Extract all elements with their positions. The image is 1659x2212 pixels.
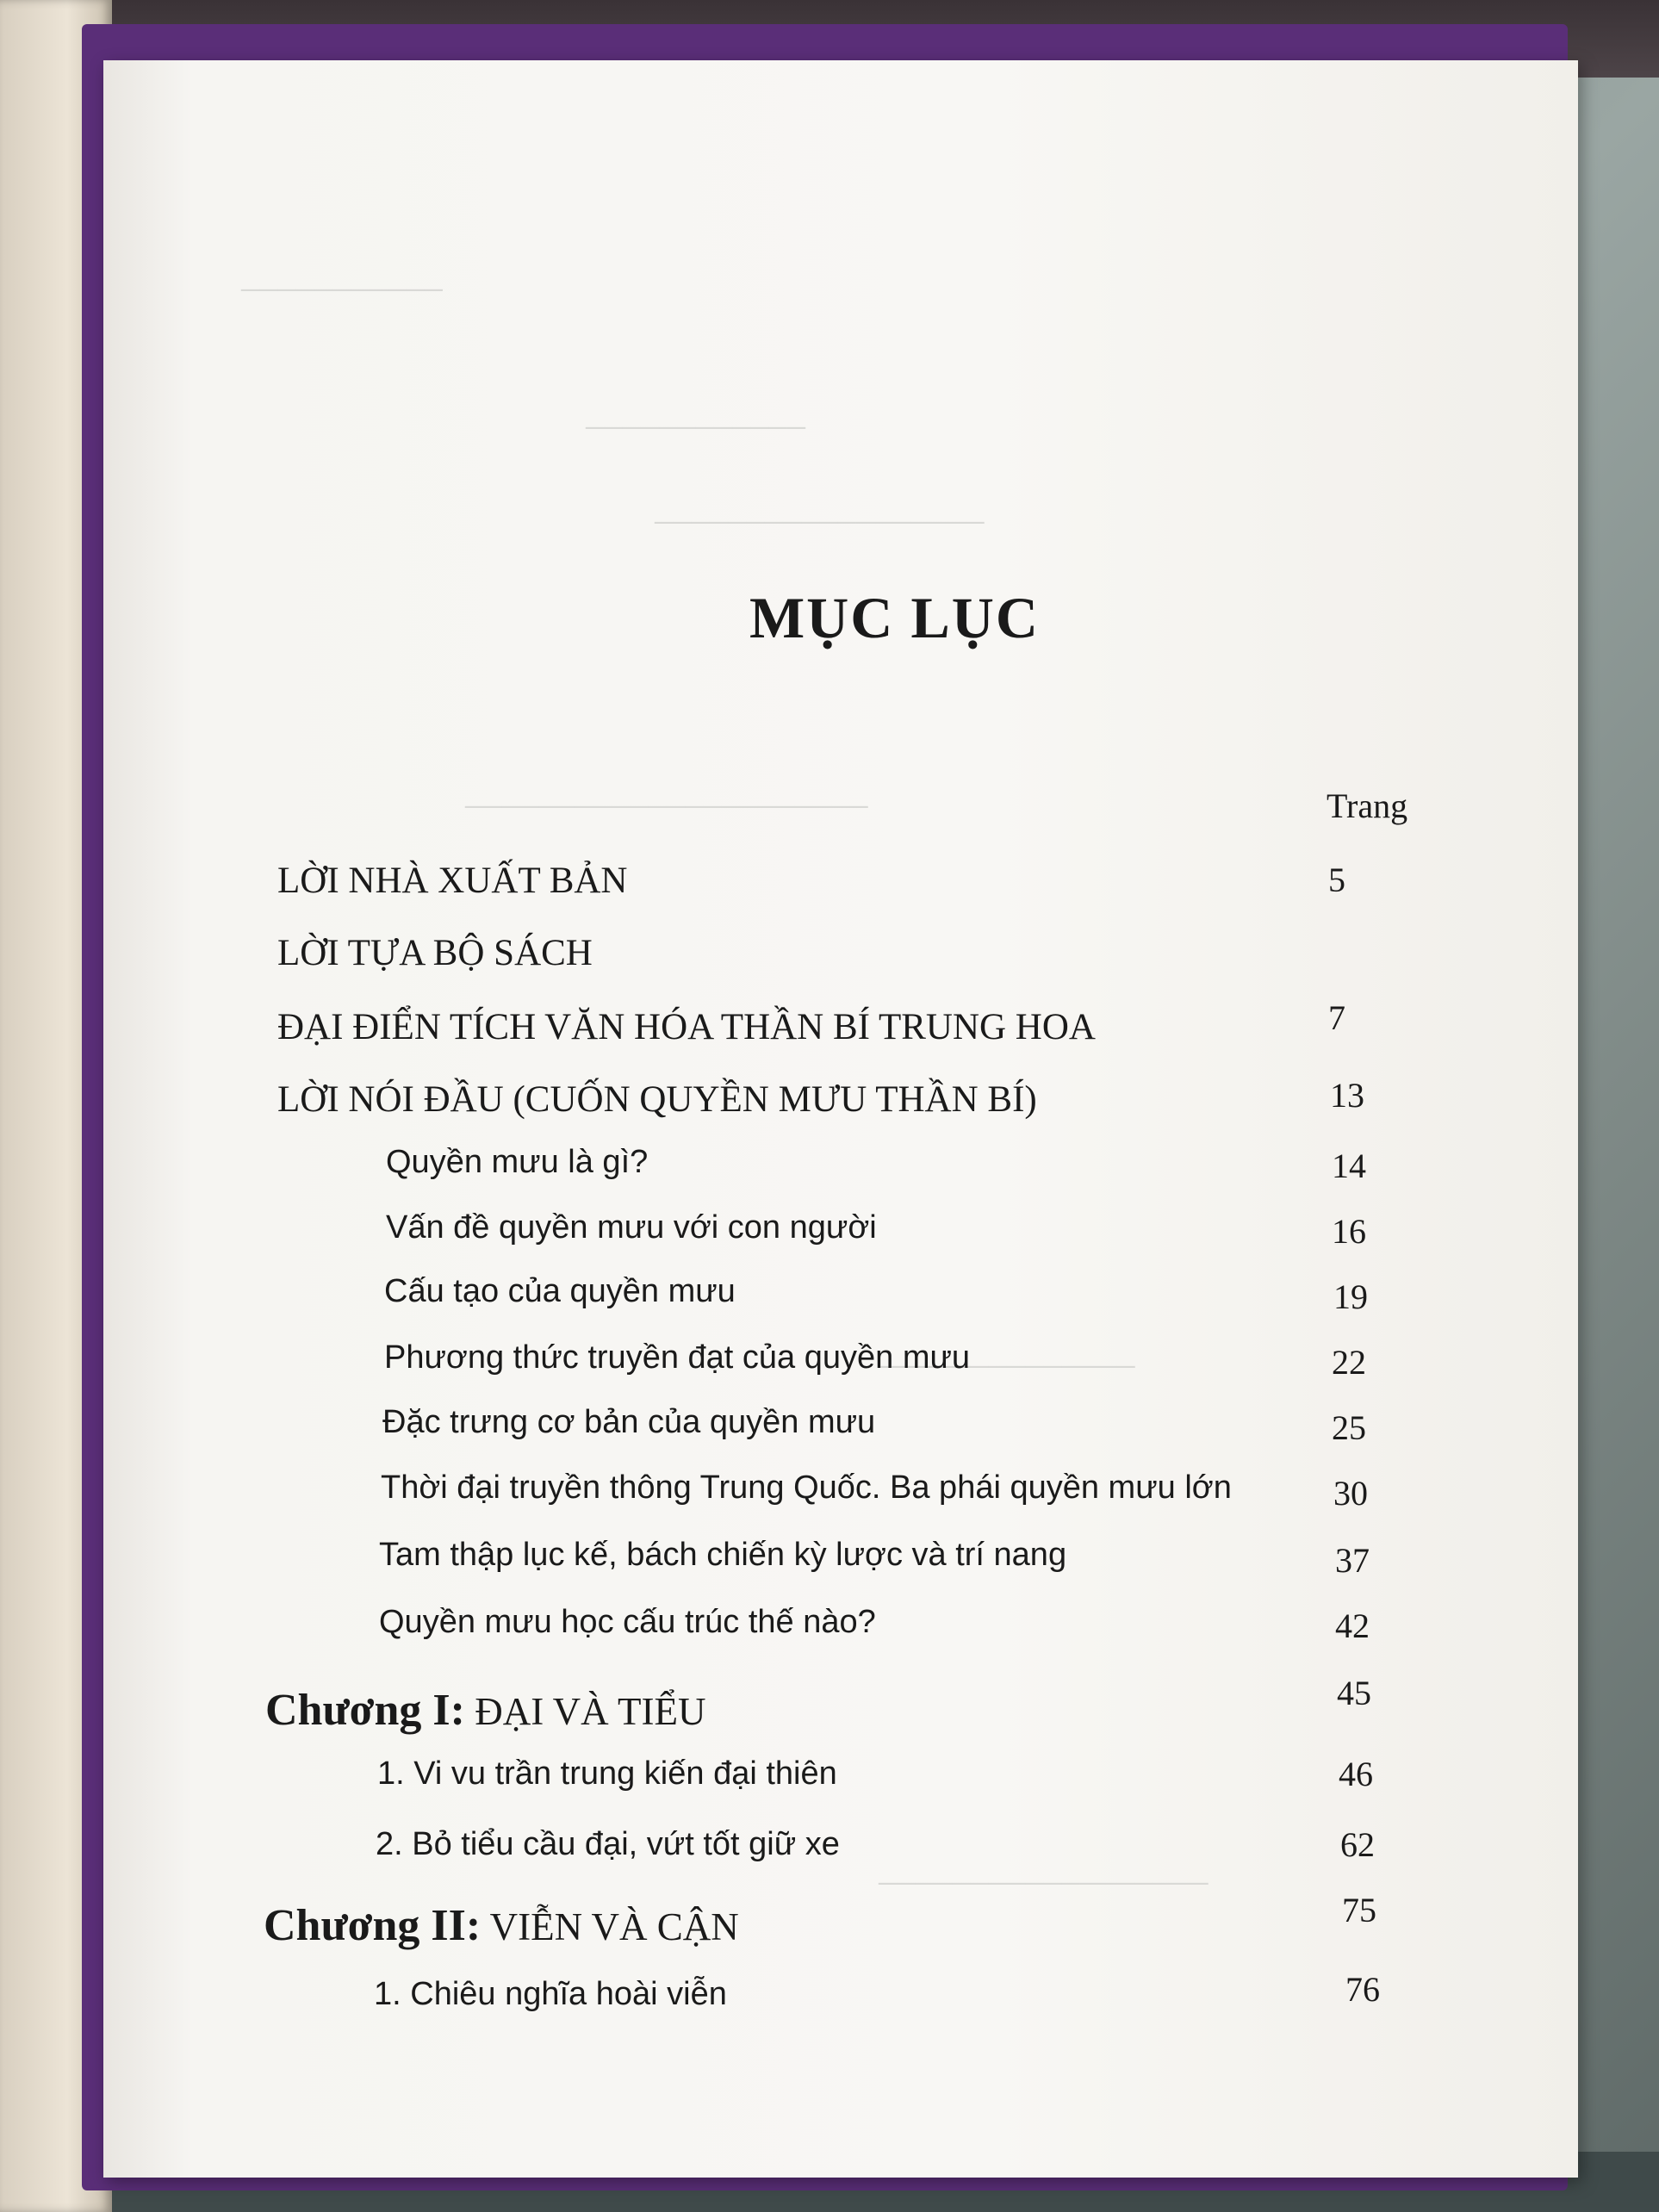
- toc-page-number: 14: [1332, 1146, 1366, 1185]
- toc-page-number: 7: [1328, 998, 1345, 1037]
- toc-chapter: Chương I: ĐẠI VÀ TIỂU: [265, 1686, 706, 1735]
- toc-subentry: 1. Vi vu trần trung kiến đại thiên: [377, 1755, 837, 1792]
- toc-page-number: 5: [1328, 861, 1345, 899]
- toc-subentry: Tam thập lục kế, bách chiến kỳ lược và trí nang: [379, 1537, 1067, 1573]
- toc-entry: ĐẠI ĐIỂN TÍCH VĂN HÓA THẦN BÍ TRUNG HOA: [277, 1007, 1096, 1047]
- toc-subentry: Quyền mưu học cấu trúc thế nào?: [379, 1604, 876, 1640]
- toc-page-number: 75: [1342, 1891, 1376, 1929]
- toc-subentry: Phương thức truyền đạt của quyền mưu: [384, 1339, 971, 1376]
- toc-page-number: 37: [1335, 1541, 1370, 1580]
- bleed-through-text: ──────────────────────: [465, 792, 868, 821]
- toc-page-number: 19: [1333, 1277, 1368, 1316]
- bleed-through-text: ──────────────────: [655, 508, 985, 537]
- toc-subentry: Quyền mưu là gì?: [386, 1144, 649, 1180]
- toc-subentry: 1. Chiêu nghĩa hoài viễn: [374, 1976, 727, 2012]
- toc-page-number: 42: [1335, 1606, 1370, 1645]
- toc-subentry: Vấn đề quyền mưu với con người: [386, 1209, 877, 1246]
- toc-entry: LỜI TỰA BỘ SÁCH: [277, 933, 593, 973]
- toc-page-number: 22: [1332, 1343, 1366, 1382]
- toc-subentry: Đặc trưng cơ bản của quyền mưu: [382, 1404, 876, 1440]
- toc-subentry: Cấu tạo của quyền mưu: [384, 1273, 736, 1309]
- toc-page-number: 16: [1332, 1212, 1366, 1251]
- toc-subentry: 2. Bỏ tiểu cầu đại, vứt tốt giữ xe: [376, 1826, 840, 1862]
- toc-page-number: 76: [1345, 1970, 1380, 2009]
- toc-page-number: 13: [1330, 1076, 1364, 1115]
- toc-entry: LỜI NÓI ĐẦU (CUỐN QUYỀN MƯU THẦN BÍ): [277, 1079, 1037, 1120]
- bleed-through-text: ────────────: [586, 413, 806, 442]
- page-title: MỤC LỤC: [749, 585, 1040, 650]
- bleed-through-text: ──────────────: [879, 1352, 1135, 1381]
- toc-entry: LỜI NHÀ XUẤT BẢN: [277, 861, 628, 901]
- bleed-through-text: ───────────: [241, 276, 443, 304]
- page-column-label: Trang: [1327, 786, 1408, 825]
- toc-page-number: 46: [1339, 1755, 1373, 1793]
- bleed-through-text: ──────────────────: [879, 1869, 1209, 1898]
- toc-subentry: Thời đại truyền thông Trung Quốc. Ba phái quyền mưu lớn: [381, 1469, 1232, 1506]
- toc-page-number: 25: [1332, 1408, 1366, 1447]
- toc-page-number: 45: [1337, 1674, 1371, 1712]
- toc-chapter: Chương II: VIỄN VÀ CẬN: [264, 1901, 739, 1950]
- toc-page-number: 30: [1333, 1474, 1368, 1513]
- toc-page-number: 62: [1340, 1825, 1375, 1864]
